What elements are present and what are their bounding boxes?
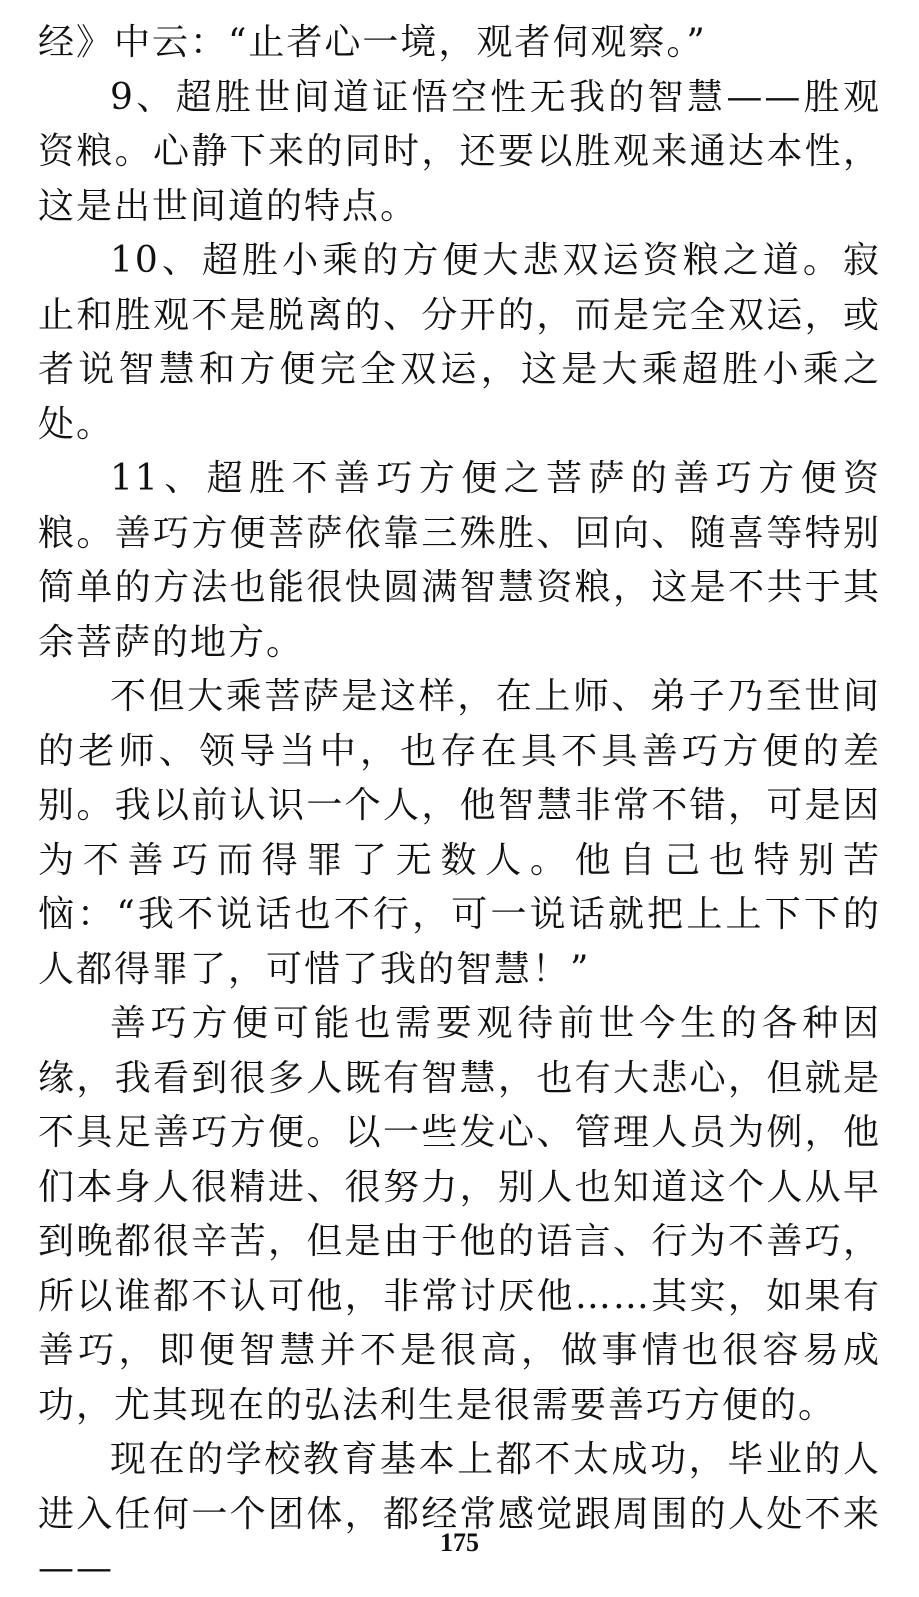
- paragraph-5: 不但大乘菩萨是这样，在上师、弟子乃至世间的老师、领导当中，也存在具不具善巧方便的差别。我以前认识一个人，他智慧非常不错，可是因为不善巧而得罪了无数人。他自己也特别苦恼：“我不说话也不行，可一说话就把上上下下的人都得罪了，可惜了我的智慧！”: [38, 676, 881, 990]
- paragraph-7: 现在的学校教育基本上都不太成功，毕业的人进入任何一个团体，都经常感觉跟周围的人处不来——: [38, 1439, 881, 1589]
- page-body: [38, 16, 881, 1597]
- paragraph-4: 11、超胜不善巧方便之菩萨的善巧方便资粮。善巧方便菩萨依靠三殊胜、回向、随喜等特别简单的方法也能很快圆满智慧资粮，这是不共于其余菩萨的地方。: [38, 458, 881, 663]
- paragraph-1: 经》中云：“止者心一境，观者伺观察。”: [38, 22, 707, 63]
- page-number: 175: [440, 1528, 479, 1557]
- paragraph-2: 9、超胜世间道证悟空性无我的智慧——胜观资粮。心静下来的同时，还要以胜观来通达本性，这是出世间道的特点。: [38, 76, 881, 227]
- paragraph-3: 10、超胜小乘的方便大悲双运资粮之道。寂止和胜观不是脱离的、分开的，而是完全双运，或者说智慧和方便完全双运，这是大乘超胜小乘之处。: [38, 240, 881, 445]
- paragraph-6: 善巧方便可能也需要观待前世今生的各种因缘，我看到很多人既有智慧，也有大悲心，但就是不具足善巧方便。以一些发心、管理人员为例，他们本身人很精进、很努力，别人也知道这个人从早到晚都很辛苦，但是由于他的语言、行为不善巧，所以谁都不认可他，非常讨厌他……其实，如果有善巧，即便智慧并不是很高，做事情也很容易成功，尤其现在的弘法利生是很需要善巧方便的。: [38, 1003, 881, 1426]
